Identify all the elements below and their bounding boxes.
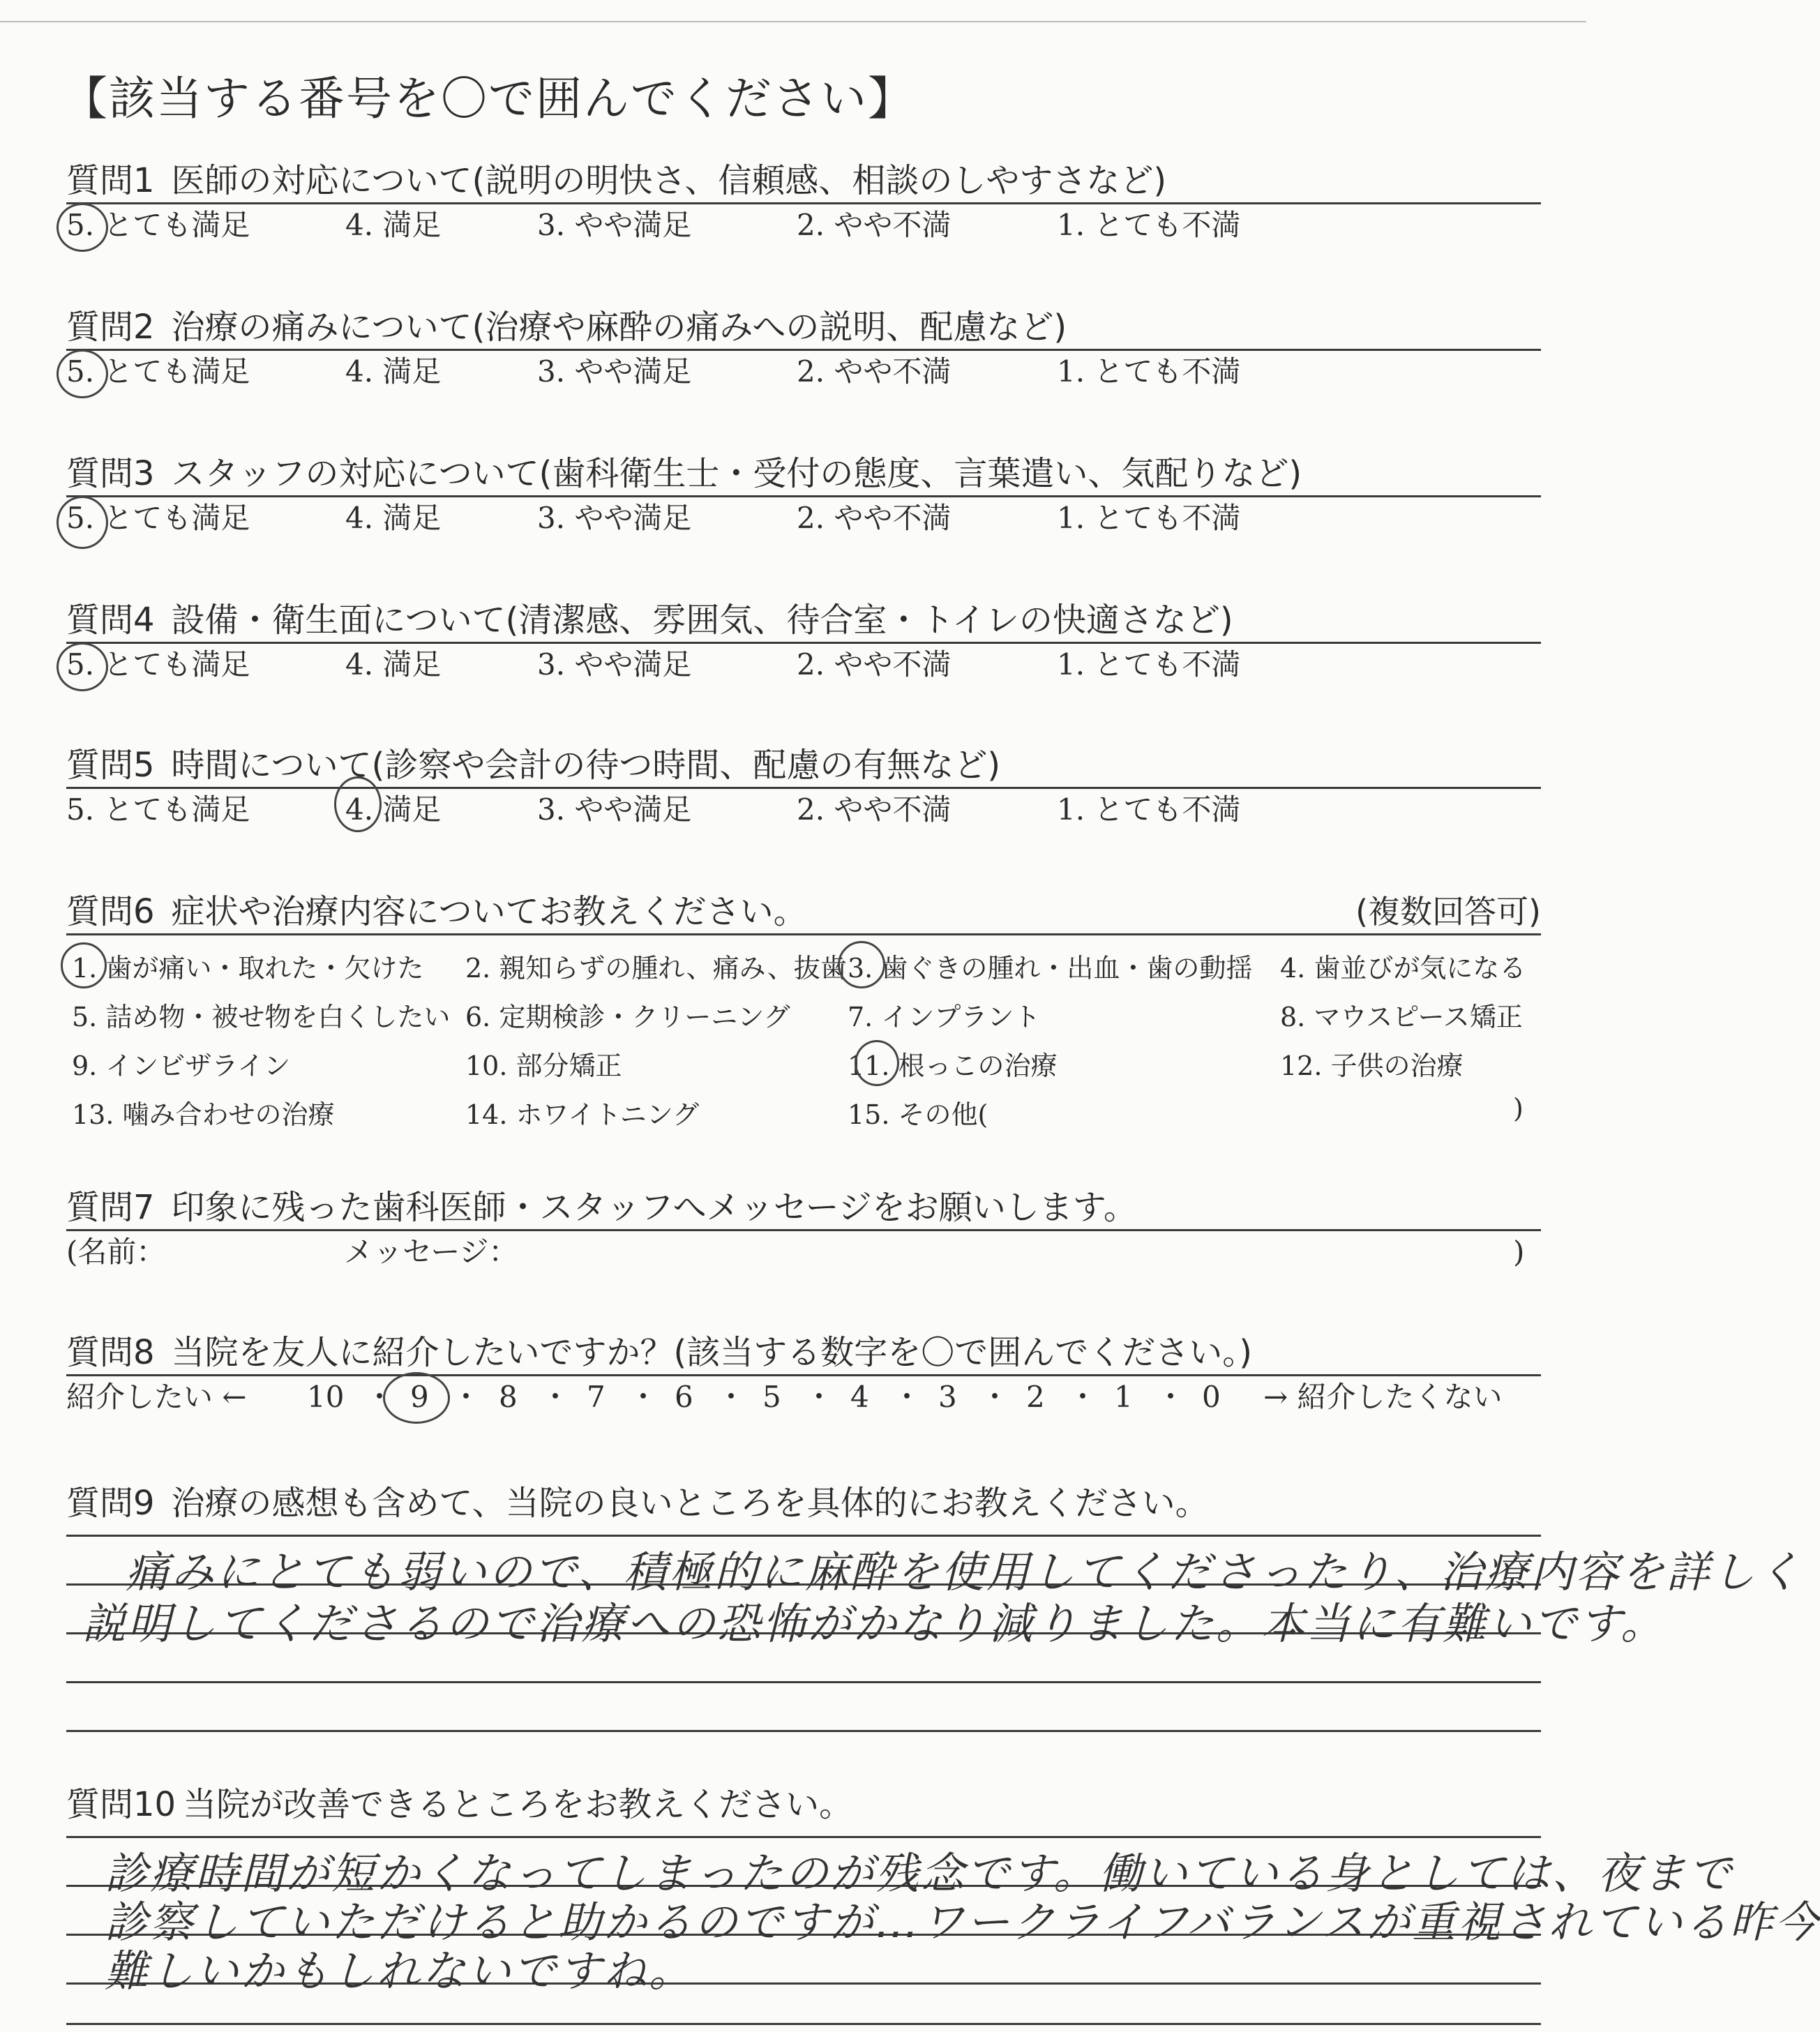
- option-3[interactable]: 3. やや満足: [537, 354, 692, 389]
- scale-separator: ・: [716, 1380, 746, 1414]
- question-text: 医師の対応について(説明の明快さ、信頼感、相談のしやすさなど): [171, 161, 1167, 200]
- option-5[interactable]: 5. とても満足: [66, 208, 250, 242]
- answer-line: [66, 2023, 1541, 2025]
- scale-separator: ・: [980, 1380, 1010, 1414]
- name-label: (名前：: [66, 1235, 166, 1269]
- treatment-option[interactable]: 1. 歯が痛い・取れた・欠けた: [72, 953, 424, 984]
- scale-separator: ・: [629, 1380, 659, 1414]
- rating-options: [66, 351, 1541, 393]
- handwritten-answer-line: 説明してくださるので治療への恐怖がかなり減りました。本当に有難いです。: [82, 1598, 1667, 1649]
- question-text: 印象に残った歯科医師・スタッフへメッセージをお願いします。: [171, 1188, 1137, 1227]
- question-5-header: [66, 744, 1541, 789]
- question-text: 当院を友人に紹介したいですか？(該当する数字を〇で囲んでください。): [171, 1333, 1253, 1372]
- scale-separator: ・: [1068, 1380, 1098, 1414]
- option-4[interactable]: 4. 満足: [345, 792, 442, 827]
- scale-value[interactable]: 3: [938, 1380, 957, 1414]
- question-number: 質問9: [66, 1484, 155, 1523]
- question-text: 治療の痛みについて(治療や麻酔の痛みへの説明、配慮など): [171, 308, 1067, 347]
- scale-separator: ・: [451, 1380, 481, 1414]
- option-4[interactable]: 4. 満足: [345, 647, 442, 682]
- handwritten-answer-line: 難しいかもしれないですね。: [105, 1946, 695, 1996]
- question-4-header: [66, 599, 1541, 644]
- selection-circle: [383, 1372, 450, 1424]
- question-7-header: [66, 1186, 1541, 1231]
- answer-line: [66, 1681, 1541, 1683]
- option-4[interactable]: 4. 満足: [345, 354, 442, 389]
- option-5[interactable]: 5. とても満足: [66, 647, 250, 682]
- question-9-header: [66, 1482, 1541, 1525]
- question-4: [66, 599, 1541, 686]
- message-label: メッセージ：: [344, 1235, 518, 1269]
- treatment-options: [66, 935, 1541, 1131]
- treatment-option[interactable]: 3. 歯ぐきの腫れ・出血・歯の動揺: [848, 953, 1253, 984]
- selection-circle: [838, 941, 885, 988]
- treatment-option[interactable]: 11. 根っこの治療: [848, 1051, 1058, 1081]
- question-1-header: [66, 159, 1541, 204]
- scale-value[interactable]: 0: [1202, 1380, 1221, 1414]
- option-1[interactable]: 1. とても不満: [1057, 792, 1241, 827]
- treatment-option[interactable]: 12. 子供の治療: [1280, 1051, 1464, 1081]
- question-7: [66, 1186, 1541, 1273]
- scale-value[interactable]: 4: [850, 1380, 869, 1414]
- selection-circle: [57, 496, 108, 549]
- scale-value[interactable]: 10: [307, 1380, 345, 1414]
- option-3[interactable]: 3. やや満足: [537, 501, 692, 535]
- question-number: 質問4: [66, 601, 155, 640]
- answer-line: [66, 1730, 1541, 1732]
- option-1[interactable]: 1. とても不満: [1057, 208, 1241, 242]
- selection-circle: [57, 349, 108, 398]
- handwritten-answer-line: 診療時間が短かくなってしまったのが残念です。働いている身としては、夜まで: [105, 1848, 1734, 1899]
- question-9: [66, 1482, 1541, 1525]
- option-1[interactable]: 1. とても不満: [1057, 501, 1241, 535]
- other-close-paren: ): [1513, 1093, 1524, 1124]
- option-3[interactable]: 3. やや満足: [537, 792, 692, 827]
- question-number: 質問7: [66, 1188, 155, 1227]
- selection-circle: [61, 942, 107, 988]
- question-6-header: [66, 890, 1541, 935]
- scale-value[interactable]: 2: [1026, 1380, 1045, 1414]
- question-text: スタッフの対応について(歯科衛生士・受付の態度、言葉遣い、気配りなど): [171, 454, 1302, 493]
- handwritten-answer-line: 診察していただけると助かるのですが…ワークライフバランスが重視されている昨今: [105, 1897, 1820, 1948]
- scale-separator: ・: [892, 1380, 922, 1414]
- selection-circle: [57, 203, 108, 252]
- option-1[interactable]: 1. とても不満: [1057, 354, 1241, 389]
- question-1: [66, 159, 1541, 246]
- top-border: [0, 21, 1586, 22]
- question-number: 質問2: [66, 308, 155, 347]
- question-text: 治療の感想も含めて、当院の良いところを具体的にお教えください。: [171, 1484, 1209, 1523]
- scale-separator: ・: [804, 1380, 834, 1414]
- question-text: 設備・衛生面について(清潔感、雰囲気、待合室・トイレの快適さなど): [171, 601, 1233, 640]
- treatment-option[interactable]: 15. その他(: [848, 1099, 988, 1130]
- question-3: [66, 452, 1541, 539]
- option-3[interactable]: 3. やや満足: [537, 647, 692, 682]
- option-1[interactable]: 1. とても不満: [1057, 647, 1241, 682]
- message-row: [66, 1231, 1541, 1273]
- question-text: 時間について(診察や会計の待つ時間、配慮の有無など): [171, 746, 1001, 785]
- scale-separator: ・: [365, 1380, 395, 1414]
- question-8-header: [66, 1331, 1541, 1376]
- scale-value[interactable]: 9: [410, 1380, 429, 1414]
- rating-options: [66, 789, 1541, 831]
- question-10: [66, 1783, 1541, 1826]
- option-2[interactable]: 2. やや不満: [797, 354, 952, 389]
- treatment-option[interactable]: 5. 詰め物・被せ物を白くしたい: [72, 1002, 451, 1032]
- treatment-option[interactable]: 4. 歯並びが気になる: [1280, 953, 1526, 984]
- question-number: 質問8: [66, 1333, 155, 1372]
- rating-options: [66, 497, 1541, 539]
- scale-separator: ・: [1156, 1380, 1186, 1414]
- question-number: 質問6: [66, 892, 155, 931]
- selection-circle: [334, 776, 382, 832]
- scale-value[interactable]: 6: [675, 1380, 693, 1414]
- scale-value[interactable]: 1: [1114, 1380, 1133, 1414]
- option-2[interactable]: 2. やや不満: [797, 208, 952, 242]
- scale-right-label: → 紹介したくない: [1263, 1380, 1503, 1414]
- treatment-option[interactable]: 7. インプラント: [848, 1002, 1041, 1032]
- scale-value[interactable]: 8: [499, 1380, 518, 1414]
- treatment-option[interactable]: 14. ホワイトニング: [465, 1099, 700, 1130]
- option-5[interactable]: 5. とても満足: [66, 792, 250, 827]
- question-10-header: [66, 1783, 1541, 1826]
- message-close-paren: ): [1513, 1235, 1525, 1269]
- option-2[interactable]: 2. やや不満: [797, 792, 952, 827]
- question-3-header: [66, 452, 1541, 497]
- treatment-option[interactable]: 10. 部分矯正: [465, 1051, 622, 1081]
- question-number: 質問1: [66, 161, 155, 200]
- selection-circle: [57, 642, 108, 691]
- multiple-answers-note: (複数回答可): [1355, 893, 1541, 931]
- treatment-option[interactable]: 8. マウスピース矯正: [1280, 1002, 1523, 1032]
- scale-left-label: 紹介したい ←: [66, 1380, 247, 1414]
- question-2: [66, 306, 1541, 393]
- treatment-option[interactable]: 13. 噛み合わせの治療: [72, 1099, 335, 1130]
- option-5[interactable]: 5. とても満足: [66, 501, 250, 535]
- treatment-option[interactable]: 2. 親知らずの腫れ、痛み、抜歯: [465, 953, 847, 984]
- question-2-header: [66, 306, 1541, 351]
- scale-value[interactable]: 5: [762, 1380, 781, 1414]
- answer-line: [66, 1535, 1541, 1537]
- rating-options: [66, 644, 1541, 686]
- treatment-option[interactable]: 9. インビザライン: [72, 1051, 291, 1081]
- answer-line: [66, 1836, 1541, 1838]
- scale-separator: ・: [541, 1380, 571, 1414]
- question-text: 当院が改善できるところをお教えください。: [183, 1785, 853, 1824]
- question-5: [66, 744, 1541, 831]
- page-title: 【該当する番号を〇で囲んでください】: [61, 72, 915, 126]
- scale-value[interactable]: 7: [587, 1380, 606, 1414]
- question-number: 質問3: [66, 454, 155, 493]
- question-number: 質問5: [66, 746, 155, 785]
- option-5[interactable]: 5. とても満足: [66, 354, 250, 389]
- option-4[interactable]: 4. 満足: [345, 208, 442, 242]
- option-2[interactable]: 2. やや不満: [797, 647, 952, 682]
- option-4[interactable]: 4. 満足: [345, 501, 442, 535]
- selection-circle: [855, 1040, 899, 1086]
- recommend-scale: [66, 1376, 1541, 1418]
- question-6: [66, 890, 1541, 1131]
- question-number: 質問10: [66, 1785, 176, 1824]
- treatment-option[interactable]: 6. 定期検診・クリーニング: [465, 1002, 790, 1032]
- rating-options: [66, 204, 1541, 246]
- question-text: 症状や治療内容についてお教えください。: [171, 892, 807, 931]
- handwritten-answer-line: 痛みにとても弱いので、積極的に麻酔を使用してくださったり、治療内容を詳しく: [126, 1546, 1803, 1597]
- question-8: [66, 1331, 1541, 1418]
- option-2[interactable]: 2. やや不満: [797, 501, 952, 535]
- option-3[interactable]: 3. やや満足: [537, 208, 692, 242]
